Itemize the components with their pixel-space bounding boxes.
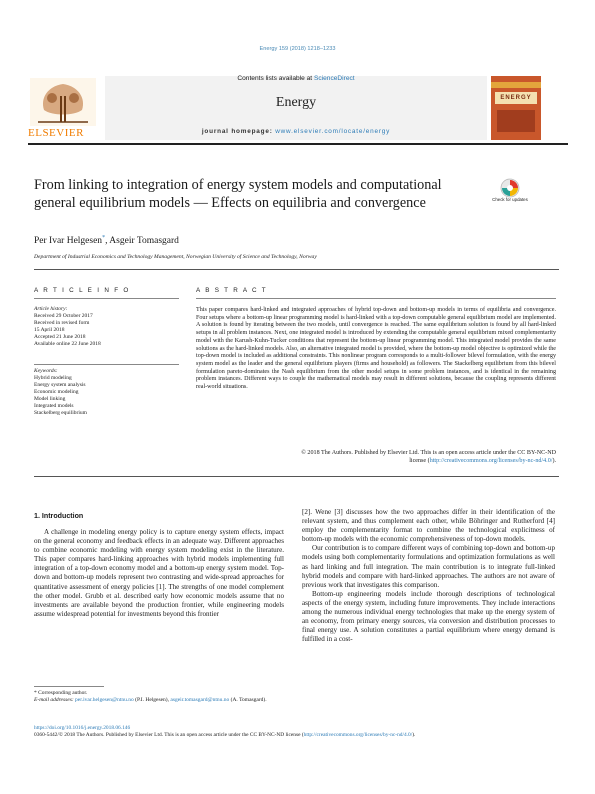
email-link[interactable]: asgeir.tomasgard@ntnu.no — [170, 697, 230, 704]
author-name: Per Ivar Helgesen — [34, 236, 103, 247]
cover-band — [491, 82, 541, 88]
keywords-label: Keywords: — [34, 368, 58, 374]
journal-homepage-line: journal homepage: www.elsevier.com/locate/energy — [201, 128, 391, 135]
history-item: Available online 22 June 2018 — [34, 341, 101, 347]
keywords — [34, 368, 184, 417]
abstract-heading: A B S T R A C T — [196, 287, 268, 294]
corresponding-author-mark[interactable]: * — [102, 235, 106, 241]
history-item: Received in revised form — [34, 320, 90, 326]
journal-name: Energy — [275, 95, 317, 110]
history-item: Received 29 October 2017 — [34, 313, 93, 319]
article-history — [34, 306, 184, 348]
keyword-item: Energy system analysis — [34, 382, 86, 388]
abstract-rule — [196, 298, 556, 299]
keyword-item: Stackelberg equilibrium — [34, 410, 87, 416]
section-divider — [34, 476, 559, 477]
email-addresses: E-mail addresses: per.ivar.helgesen@ntnu.no (P.I. Helgesen), asgeir.tomasgard@ntnu.no (A. Tomasgard). — [34, 697, 267, 704]
keyword-item: Economic modeling — [34, 389, 79, 395]
doi-link[interactable]: https://doi.org/10.1016/j.energy.2018.06.146 — [34, 725, 131, 731]
cover-title: ENERGY — [495, 92, 537, 104]
paragraph: A challenge in modeling energy policy is to capture energy system effects, impact on the general economy and feedback effects in an adequate way. Different approaches to combine economic modeling with energy system modeling exist in the literature. This paper compares hard-linking approaches with hybrid models implementing full integration of a top-down economy model and a bottom-up energy system model. Top-down and bottom-up models represent two contrasting and wide-spread approaches for quantitative assessment of energy policies [1]. The strengths of one model complement the other model. Grubb et al. described early how economic models assume that no investments are available beyond the production frontier, while engineering models assume widespread potential for investments beyond this frontier — [34, 528, 284, 618]
paragraph: Bottom-up engineering models include thorough descriptions of technological aspects of the energy system, including future improvements. They include interactions among the numerous individual energy technologies that make up the energy system of an economy, from primary energy sources, via conversion and distribution processes to final energy use. A solution constitutes a partial equilibrium where energy demand is fulfilled in a cost- — [302, 589, 555, 644]
article-title: From linking to integration of energy system models and computational general equilibrium models — Effects on equilibria and convergence — [34, 177, 442, 211]
keyword-item: Model linking — [34, 396, 66, 402]
corresponding-author-note: * Corresponding author. — [34, 690, 88, 696]
keywords-rule — [34, 364, 179, 365]
paragraph: [2]. Wene [3] discusses how the two approaches differ in their identification of the relevant system, and thus complement each other, while Böhringer and Rutherford [4] employ the complementarity format to combine the technological explicitness of bottom-up models with the economic comprehensiveness of top-down models. — [302, 508, 555, 544]
affiliation: Department of Industrial Economics and Technology Management, Norwegian University of Science and Technology, Norway — [34, 254, 317, 260]
license-link[interactable]: http://creativecommons.org/licenses/by-nc-nd/4.0/ — [303, 732, 413, 739]
footnote-rule — [34, 686, 104, 687]
email-link[interactable]: per.ivar.helgesen@ntnu.no — [75, 697, 134, 704]
history-label: Article history: — [34, 306, 68, 312]
article-info-heading: A R T I C L E I N F O — [34, 287, 131, 294]
keyword-item: Integrated models — [34, 403, 74, 409]
author-name: , Asgeir Tomasgard — [105, 236, 179, 247]
header-rule — [28, 143, 568, 145]
issn-line: 0360-5442/© 2018 The Authors. Published by Elsevier Ltd. This is an open access article under the CC BY-NC-ND license (http://creativecommons.org/licenses/by-nc-nd/4.0/). — [34, 732, 416, 739]
journal-reference: Energy 159 (2018) 1218–1233 — [259, 46, 336, 52]
section-divider — [34, 269, 559, 270]
abstract-text: This paper compares hard-linked and integrated approaches of hybrid top-down and bottom-up models in terms of equilibria and convergence. Four setups where a bottom-up linear programming model is hard-linked with a top-down computable general equilibrium model are implemented. A solution is found by iterating between the two models, until convergence is reached. The same equilibrium solution is found by all hard-linked setups in all problem instances. Next, one integrated model is introduced by extending the computable general equilibrium mixed complementarity model with the Karush-Kuhn-Tucker conditions that represent the bottom-up linear programming model. This integrated model provides the same solutions as the hard-linked models. Also, an alternative integrated model is provided, where the bottom-up model objective is optimized while the top-down model is included as additional constraints. This nonlinear program corresponds to a multi-follower bilevel formulation, with the energy system model as the leader and the general equilibrium players (firms and household) as followers. The Stackelberg equilibrium from this bilevel formulation pareto-dominates the Nash equilibrium from the other model setups in some problem instances, and is identical in the remaining problem instances. Different ways to couple the mathematical models may result in different solutions, because the coupling represents different real-world situations. — [196, 307, 556, 391]
left-column — [34, 528, 284, 619]
history-item: Accepted 21 June 2018 — [34, 334, 86, 340]
contents-lists-line: Contents lists available at ScienceDirect — [237, 75, 355, 82]
history-item: 15 April 2018 — [34, 327, 65, 333]
bottom-matter — [34, 725, 564, 739]
journal-homepage-link[interactable]: www.elsevier.com/locate/energy — [275, 128, 391, 135]
article-info-rule — [34, 298, 179, 299]
license-link[interactable]: http://creativecommons.org/licenses/by-nc-nd/4.0/ — [429, 457, 553, 464]
publisher-name: ELSEVIER — [28, 127, 84, 139]
sciencedirect-link[interactable]: ScienceDirect — [313, 75, 355, 82]
crossmark-icon[interactable] — [497, 178, 523, 212]
right-column — [302, 508, 555, 644]
crossmark-label[interactable]: Check for updates — [492, 197, 528, 202]
paragraph: Our contribution is to compare different ways of combining top-down and bottom-up models using both complementarity formulations and optimization formulations as well as hard linking and full integration. The main contribution is to integrate full-linked hybrid models and compare with hard-linked approaches. The authors are not aware of previous work that investigates this comparison. — [302, 544, 555, 589]
footnote — [34, 690, 284, 704]
cover-art — [497, 110, 535, 132]
keyword-item: Hybrid modeling — [34, 375, 72, 381]
copyright-notice: © 2018 The Authors. Published by Elsevier Ltd. This is an open access article under the CC BY-NC-ND license (http://creativecommons.org/licenses/by-nc-nd/4.0/). — [301, 450, 556, 464]
journal-cover-image — [491, 76, 541, 140]
section-heading: 1. Introduction — [34, 512, 84, 520]
author-list — [34, 235, 179, 246]
